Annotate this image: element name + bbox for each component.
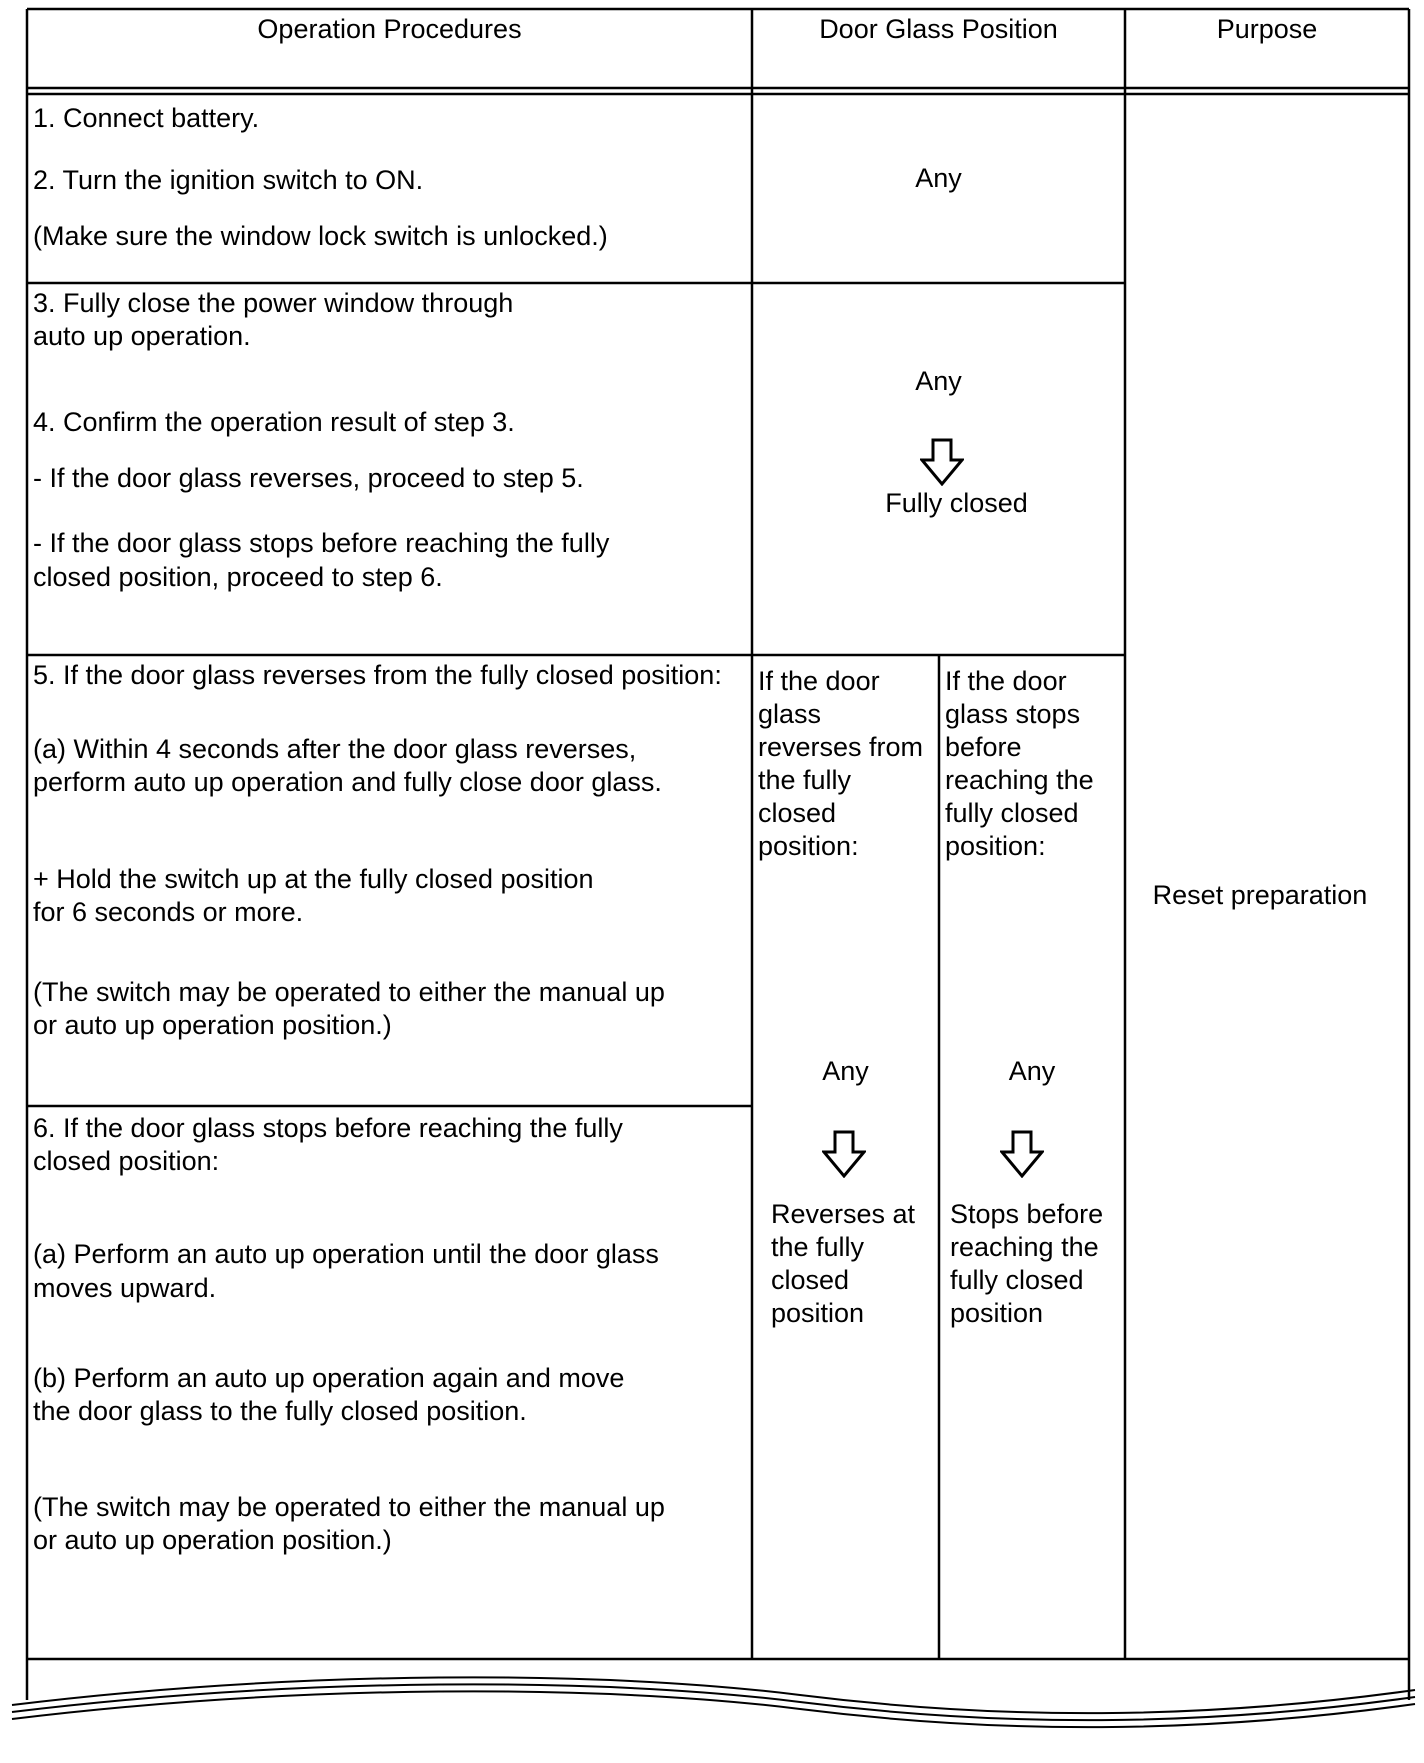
step-6b-line2: the door glass to the fully closed position. bbox=[33, 1396, 527, 1426]
down-arrow-icon bbox=[1000, 1130, 1044, 1178]
split-right-result-line3: fully closed bbox=[950, 1265, 1084, 1295]
step-4: 4. Confirm the operation result of step 3. bbox=[33, 407, 515, 437]
header-operation-procedures: Operation Procedures bbox=[257, 14, 522, 44]
split-left-heading-line1: If the door bbox=[758, 666, 880, 696]
down-arrow-icon bbox=[822, 1130, 866, 1178]
step-3-line2: auto up operation. bbox=[33, 321, 251, 351]
split-right-result-line1: Stops before bbox=[950, 1199, 1104, 1229]
position-any-r1: Any bbox=[915, 163, 962, 193]
position-fully-closed: Fully closed bbox=[885, 488, 1028, 518]
split-right-heading-line2: glass stops bbox=[945, 699, 1081, 729]
step-note-window-lock: (Make sure the window lock switch is unlocked.) bbox=[33, 221, 608, 251]
split-right-any: Any bbox=[1008, 1056, 1056, 1086]
down-arrow-icon bbox=[920, 438, 964, 486]
step-6a-line2: moves upward. bbox=[33, 1273, 217, 1303]
split-left-heading-line6: position: bbox=[758, 831, 859, 861]
step-4-bullet-reverses: - If the door glass reverses, proceed to step 5. bbox=[33, 463, 584, 493]
step-5a-line1: (a) Within 4 seconds after the door glass reverses, bbox=[33, 734, 637, 764]
step-6a-line1: (a) Perform an auto up operation until the door glass bbox=[33, 1239, 659, 1269]
split-right-heading-line1: If the door bbox=[945, 666, 1067, 696]
step-5a-line2: perform auto up operation and fully close door glass. bbox=[33, 767, 662, 797]
step-5-note-line2: or auto up operation position.) bbox=[33, 1010, 392, 1040]
step-6-line2: closed position: bbox=[33, 1146, 220, 1176]
step-4-bullet-stops-line2: closed position, proceed to step 6. bbox=[33, 562, 443, 592]
position-any-r2: Any bbox=[915, 366, 962, 396]
split-left-result-line3: closed bbox=[771, 1265, 850, 1295]
split-right-result-line2: reaching the bbox=[950, 1232, 1099, 1262]
split-right-heading-line6: position: bbox=[945, 831, 1046, 861]
break-line bbox=[12, 1677, 1415, 1727]
split-left-any: Any bbox=[822, 1056, 869, 1086]
step-6-note-line1: (The switch may be operated to either the manual up bbox=[33, 1492, 665, 1522]
step-4-bullet-stops-line1: - If the door glass stops before reaching the fully bbox=[33, 528, 610, 558]
split-left-result-line2: the fully bbox=[771, 1232, 865, 1262]
split-left-heading-line5: closed bbox=[758, 798, 837, 828]
split-right-heading-line4: reaching the bbox=[945, 765, 1094, 795]
step-5-hold-line2: for 6 seconds or more. bbox=[33, 897, 304, 927]
step-1: 1. Connect battery. bbox=[33, 103, 260, 133]
step-6-line1: 6. If the door glass stops before reaching the fully bbox=[33, 1113, 623, 1143]
split-left-heading-line2: glass bbox=[758, 699, 822, 729]
step-5-hold-line1: + Hold the switch up at the fully closed position bbox=[33, 864, 594, 894]
split-left-heading-line3: reverses from bbox=[758, 732, 924, 762]
step-5: 5. If the door glass reverses from the fully closed position: bbox=[33, 660, 722, 690]
split-right-result-line4: position bbox=[950, 1298, 1044, 1328]
step-6b-line1: (b) Perform an auto up operation again and move bbox=[33, 1363, 625, 1393]
split-left-result-line4: position bbox=[771, 1298, 865, 1328]
step-2: 2. Turn the ignition switch to ON. bbox=[33, 165, 424, 195]
step-3-line1: 3. Fully close the power window through bbox=[33, 288, 514, 318]
split-left-heading-line4: the fully bbox=[758, 765, 852, 795]
purpose-reset-preparation: Reset preparation bbox=[1152, 880, 1368, 910]
step-6-note-line2: or auto up operation position.) bbox=[33, 1525, 392, 1555]
split-right-heading-line5: fully closed bbox=[945, 798, 1079, 828]
split-left-result-line1: Reverses at bbox=[771, 1199, 916, 1229]
split-right-heading-line3: before bbox=[945, 732, 1022, 762]
header-purpose: Purpose bbox=[1216, 14, 1318, 44]
step-5-note-line1: (The switch may be operated to either the manual up bbox=[33, 977, 665, 1007]
header-door-glass-position: Door Glass Position bbox=[819, 14, 1058, 44]
